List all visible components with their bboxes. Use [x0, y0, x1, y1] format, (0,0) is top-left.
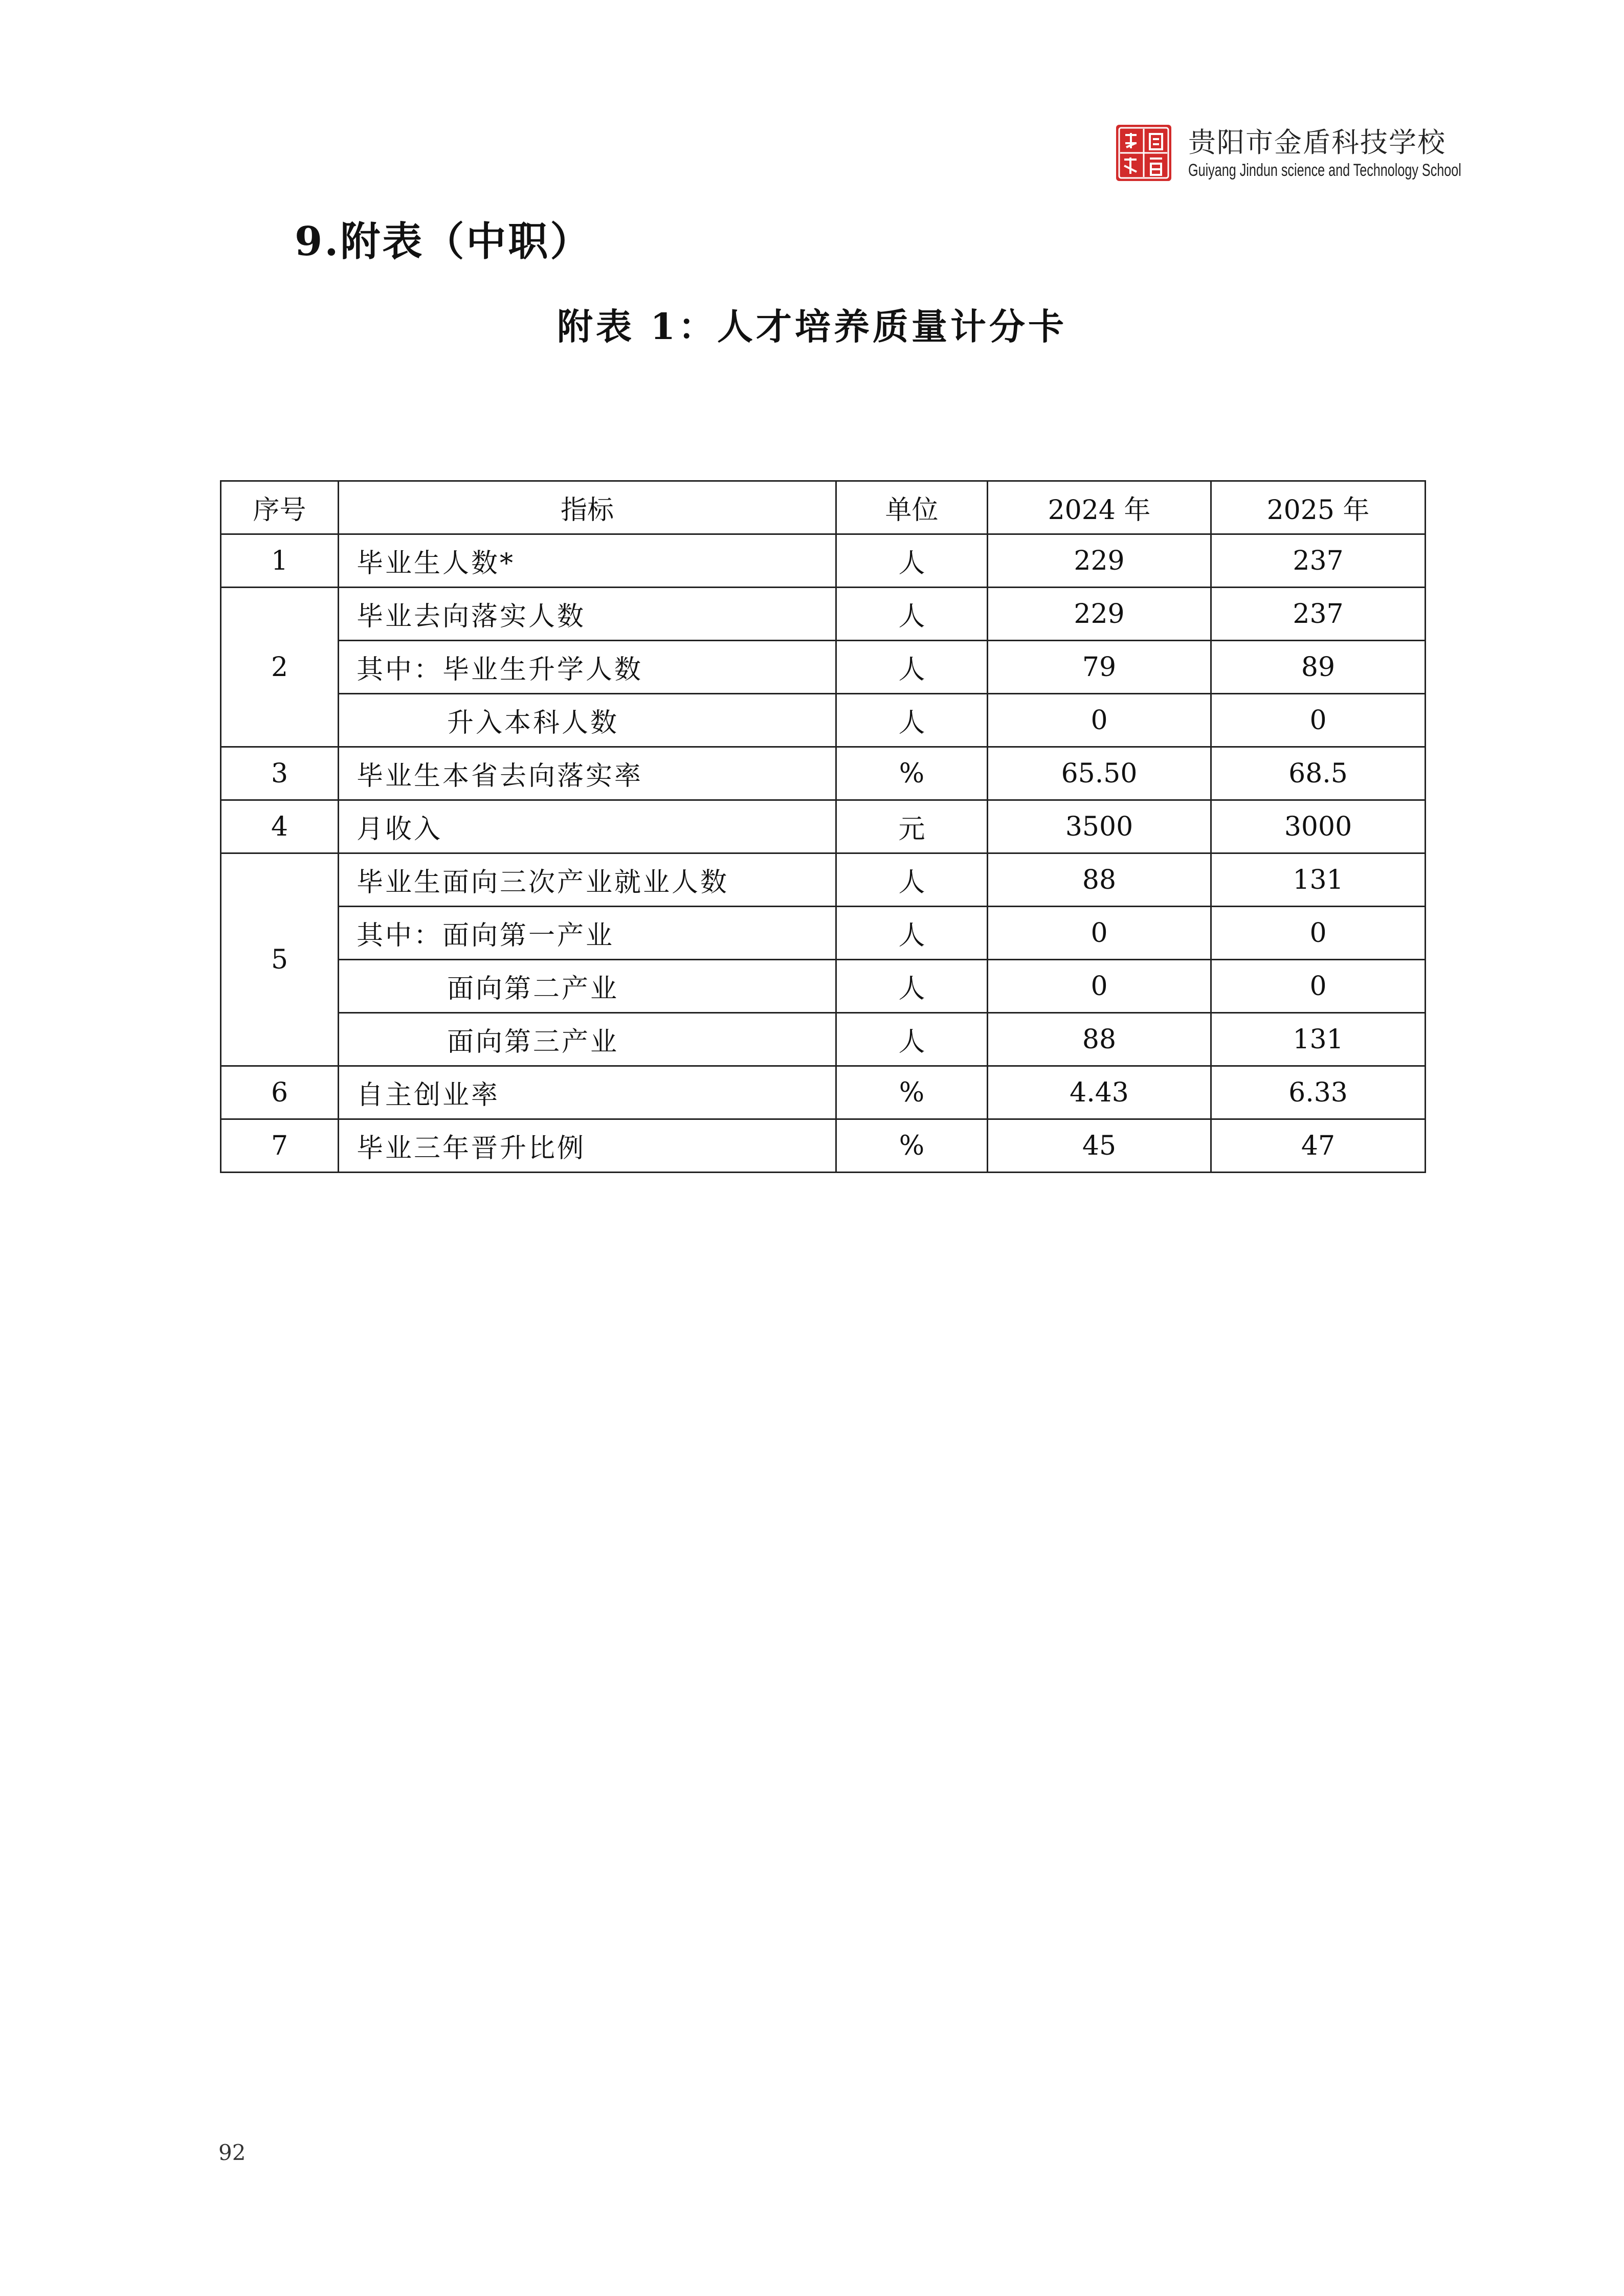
row-indicator: 毕业生人数*: [339, 534, 836, 588]
row-unit: 人: [836, 907, 988, 960]
row-2025: 68.5: [1211, 747, 1426, 800]
row-2024: 4.43: [988, 1066, 1211, 1119]
row-2025: 0: [1211, 907, 1426, 960]
row-unit: 人: [836, 641, 988, 694]
table-row: [221, 747, 1426, 800]
row-2024: 3500: [988, 800, 1211, 853]
table-row: [221, 694, 1426, 747]
row-unit: 人: [836, 588, 988, 641]
row-2024: 229: [988, 588, 1211, 641]
table-title: 附表 1：人才培养质量计分卡: [557, 305, 1067, 348]
row-2024: 79: [988, 641, 1211, 694]
row-2024: 45: [988, 1119, 1211, 1173]
row-unit: %: [836, 1066, 988, 1119]
row-2025: 237: [1211, 588, 1426, 641]
row-2024: 88: [988, 1013, 1211, 1066]
row-no: 3: [221, 747, 339, 800]
school-logo: [1115, 124, 1172, 182]
row-indicator: 其中：面向第一产业: [339, 907, 836, 960]
row-unit: %: [836, 747, 988, 800]
row-2024: 0: [988, 960, 1211, 1013]
header-no: 序号: [221, 481, 339, 534]
table-header-row: [221, 481, 1426, 534]
row-unit: %: [836, 1119, 988, 1173]
row-unit: 元: [836, 800, 988, 853]
table-row: [221, 800, 1426, 853]
row-unit: 人: [836, 853, 988, 907]
row-2024: 65.50: [988, 747, 1211, 800]
page-header: [1115, 119, 1565, 195]
row-2025: 131: [1211, 853, 1426, 907]
school-name-cn: 贵阳市金盾科技学校: [1188, 126, 1446, 159]
row-no: 4: [221, 800, 339, 853]
table-row: [221, 907, 1426, 960]
row-indicator: 月收入: [339, 800, 836, 853]
row-2025: 6.33: [1211, 1066, 1426, 1119]
table-row: [221, 1066, 1426, 1119]
header-unit: 单位: [836, 481, 988, 534]
row-2025: 237: [1211, 534, 1426, 588]
header-2024: 2024 年: [988, 481, 1211, 534]
row-2024: 88: [988, 853, 1211, 907]
row-indicator: 面向第三产业: [339, 1013, 836, 1066]
row-unit: 人: [836, 694, 988, 747]
row-2025: 0: [1211, 694, 1426, 747]
row-2025: 131: [1211, 1013, 1426, 1066]
table-row: [221, 588, 1426, 641]
row-no: 6: [221, 1066, 339, 1119]
row-unit: 人: [836, 960, 988, 1013]
table-row: [221, 1013, 1426, 1066]
row-2025: 89: [1211, 641, 1426, 694]
row-2025: 0: [1211, 960, 1426, 1013]
header-indicator: 指标: [339, 481, 836, 534]
row-2024: 229: [988, 534, 1211, 588]
row-2024: 0: [988, 907, 1211, 960]
row-unit: 人: [836, 1013, 988, 1066]
table-row: [221, 1119, 1426, 1173]
row-no: 2: [221, 588, 339, 747]
row-indicator: 自主创业率: [339, 1066, 836, 1119]
talent-quality-scorecard-table: [220, 480, 1426, 1173]
row-indicator: 其中：毕业生升学人数: [339, 641, 836, 694]
row-indicator: 毕业生本省去向落实率: [339, 747, 836, 800]
row-2025: 3000: [1211, 800, 1426, 853]
row-2025: 47: [1211, 1119, 1426, 1173]
row-indicator: 面向第二产业: [339, 960, 836, 1013]
row-unit: 人: [836, 534, 988, 588]
section-title: 9.附表（中职）: [295, 218, 592, 265]
row-2024: 0: [988, 694, 1211, 747]
row-no: 7: [221, 1119, 339, 1173]
row-indicator: 毕业生面向三次产业就业人数: [339, 853, 836, 907]
row-no: 1: [221, 534, 339, 588]
table-row: [221, 853, 1426, 907]
row-indicator: 升入本科人数: [339, 694, 836, 747]
row-indicator: 毕业三年晋升比例: [339, 1119, 836, 1173]
row-no: 5: [221, 853, 339, 1066]
row-indicator: 毕业去向落实人数: [339, 588, 836, 641]
school-name-en: Guiyang Jindun science and Technology School: [1188, 161, 1461, 180]
table-row: [221, 960, 1426, 1013]
header-2025: 2025 年: [1211, 481, 1426, 534]
page-number: 92: [218, 2140, 246, 2165]
table-row: [221, 641, 1426, 694]
table-row: [221, 534, 1426, 588]
